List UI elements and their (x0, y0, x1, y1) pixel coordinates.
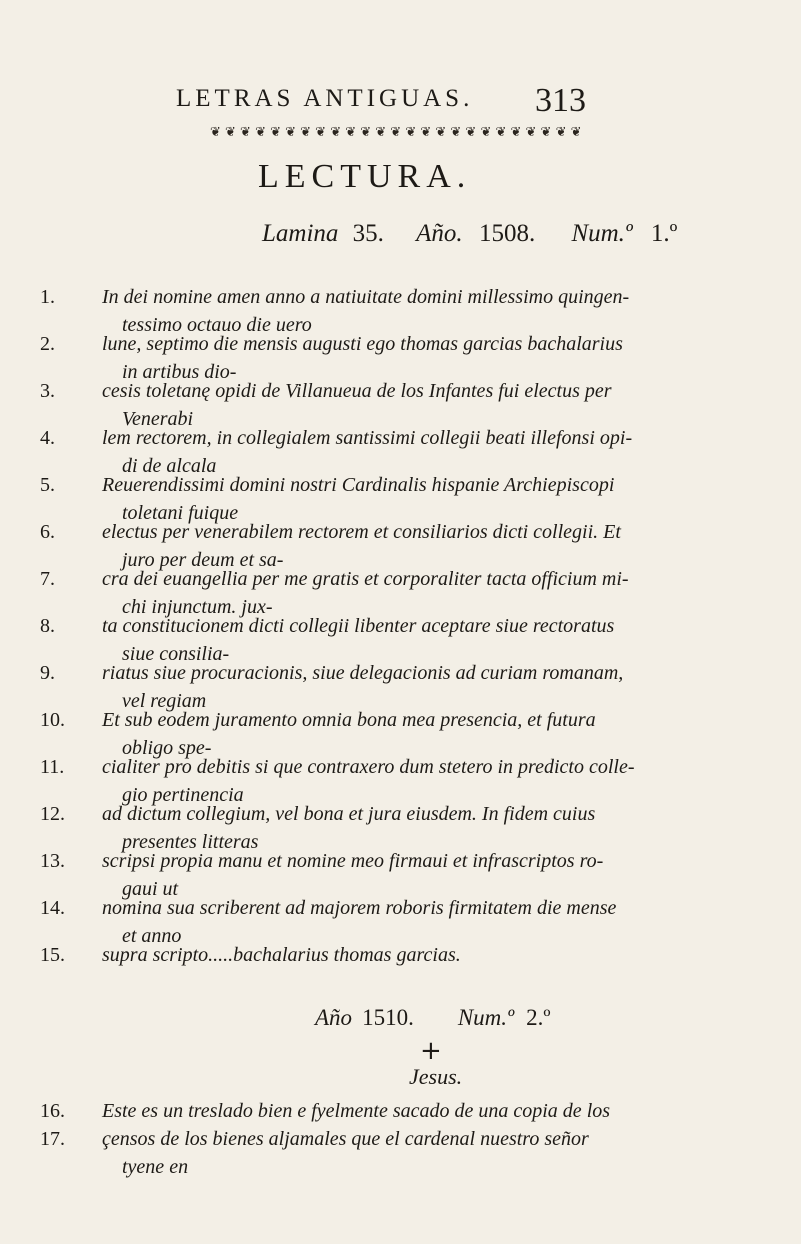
line-number: 6. (40, 521, 55, 543)
line-number: 7. (40, 568, 55, 590)
line-text: ta constitucionem dicti collegii libenter aceptare siue rectoratus (102, 615, 615, 637)
line-number: 4. (40, 427, 55, 449)
line-continuation: vel regiam (122, 690, 207, 712)
page-number: 313 (535, 82, 586, 119)
line-number: 11. (40, 756, 65, 778)
line-text: cra dei euangellia per me gratis et corporaliter tacta officium mi- (102, 568, 629, 590)
line-text: Et sub eodem juramento omnia bona mea presencia, et futura (102, 709, 596, 731)
line-text: çensos de los bienes aljamales que el cardenal nuestro señor (102, 1128, 589, 1150)
line-text: cialiter pro debitis si que contraxero dum stetero in predicto colle- (102, 756, 635, 778)
line-text: cesis toletanę opidi de Villanueua de los Infantes fui electus per (102, 380, 612, 402)
line-continuation: presentes litteras (122, 831, 259, 853)
plate-heading (262, 220, 677, 248)
number-value: 1.º (650, 220, 678, 247)
number-label: Num.º (571, 220, 633, 247)
line-continuation: di de alcala (122, 455, 217, 477)
line-number: 2. (40, 333, 55, 355)
line-continuation: siue consilia- (122, 643, 230, 665)
ornament-rule: ❦ ❦ ❦ ❦ ❦ ❦ ❦ ❦ ❦ ❦ ❦ ❦ ❦ ❦ ❦ ❦ ❦ ❦ ❦ ❦ ❦ ❦ ❦ ❦ ❦ (210, 124, 582, 140)
line-continuation: in artibus dio- (122, 361, 237, 383)
invocation: Jesus. (409, 1064, 463, 1089)
line-number: 1. (40, 286, 55, 308)
year-value: 1510. (362, 1005, 414, 1030)
line-continuation: Venerabi (122, 408, 194, 430)
line-number: 10. (40, 709, 65, 731)
line-text: scripsi propia manu et nomine meo firmaui et infrascriptos ro- (102, 850, 604, 872)
line-number: 8. (40, 615, 55, 637)
line-text: supra scripto.....bachalarius thomas garcias. (102, 944, 461, 966)
line-continuation: obligo spe- (122, 737, 212, 759)
line-number: 5. (40, 474, 55, 496)
number-label: Num.º (457, 1005, 515, 1030)
line-text: lune, septimo die mensis augusti ego thomas garcias bachalarius (102, 333, 623, 355)
running-head: LETRAS ANTIGUAS. (176, 85, 474, 112)
line-continuation: toletani fuique (122, 502, 239, 524)
line-text: Este es un treslado bien e fyelmente sacado de una copia de los (102, 1100, 611, 1122)
year-label: Año. (416, 220, 463, 247)
section-title: LECTURA. (258, 158, 472, 195)
line-number: 17. (40, 1128, 65, 1150)
line-continuation: gaui ut (122, 878, 179, 900)
line-number: 12. (40, 803, 65, 825)
cross-icon: + (420, 1036, 442, 1066)
number-value: 2.º (526, 1005, 551, 1030)
line-number: 15. (40, 944, 65, 966)
line-number: 13. (40, 850, 65, 872)
line-continuation: juro per deum et sa- (122, 549, 284, 571)
line-number: 3. (40, 380, 55, 402)
plate-number: 35. (352, 220, 384, 247)
line-number: 14. (40, 897, 65, 919)
line-number: 16. (40, 1100, 65, 1122)
line-text: ad dictum collegium, vel bona et jura eiusdem. In fidem cuius (102, 803, 596, 825)
line-continuation: tyene en (122, 1156, 189, 1178)
line-text: nomina sua scriberent ad majorem roboris firmitatem die mense (102, 897, 617, 919)
line-continuation: gio pertinencia (122, 784, 244, 806)
line-text: riatus siue procuracionis, siue delegacionis ad curiam romanam, (102, 662, 624, 684)
line-continuation: chi injunctum. jux- (122, 596, 273, 618)
plate-label: Lamina (262, 220, 339, 247)
line-text: lem rectorem, in collegialem santissimi collegii beati illefonsi opi- (102, 427, 633, 449)
line-text: electus per venerabilem rectorem et consiliarios dicti collegii. Et (102, 521, 621, 543)
line-number: 9. (40, 662, 55, 684)
line-text: In dei nomine amen anno a natiuitate domini millessimo quingen- (102, 286, 630, 308)
year-value: 1508. (478, 220, 536, 247)
line-text: Reuerendissimi domini nostri Cardinalis hispanie Archiepiscopi (102, 474, 615, 496)
line-continuation: tessimo octauo die uero (122, 314, 312, 336)
year-label: Año (315, 1005, 353, 1030)
line-continuation: et anno (122, 925, 182, 947)
second-heading (315, 1005, 551, 1031)
